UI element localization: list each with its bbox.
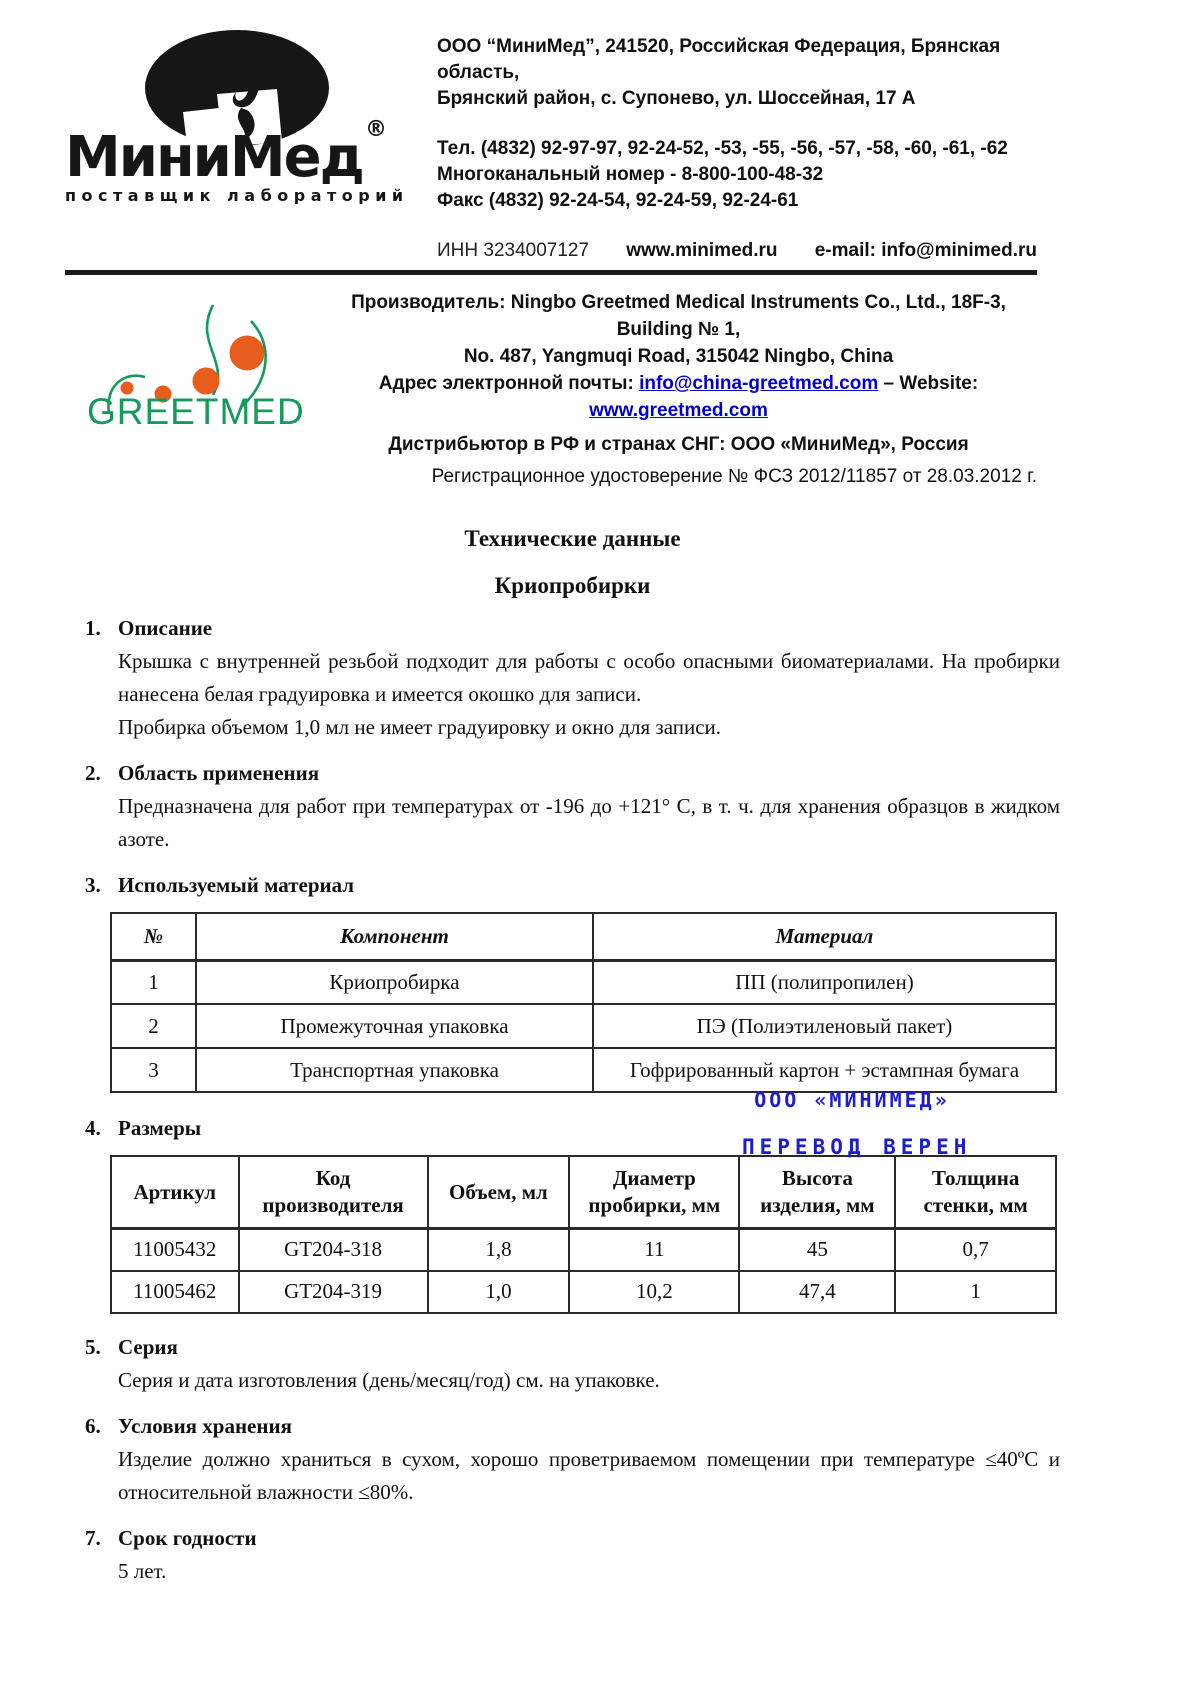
table-row <box>111 960 1056 1004</box>
section-number: 5. <box>85 1334 101 1359</box>
cell: Криопробирка <box>196 960 593 1004</box>
section-number: 4. <box>85 1116 101 1140</box>
distributor-line: Дистрибьютор в РФ и странах СНГ: ООО «МиниМед», Россия <box>388 434 969 455</box>
column-header: Компонент <box>196 913 593 960</box>
section-number: 7. <box>85 1525 101 1550</box>
company-fax: Факс (4832) 92-24-54, 92-24-59, 92-24-61 <box>437 190 799 211</box>
cell: 1,0 <box>428 1271 570 1313</box>
cell: 45 <box>739 1229 895 1271</box>
greetmed-logo-text: GREETMED <box>87 391 305 431</box>
section-number: 1. <box>85 616 101 640</box>
section-application <box>85 757 1060 856</box>
header-divider <box>65 270 1037 275</box>
column-header: Материал <box>593 913 1056 960</box>
company-ids-row <box>437 238 1037 264</box>
cell: 3 <box>111 1048 196 1092</box>
translation-stamp <box>742 1088 972 1159</box>
company-address-line1: ООО “МиниМед”, 241520, Российская Федерация, Брянская область, <box>437 36 1001 83</box>
cell: Гофрированный картон + эстампная бумага <box>593 1048 1056 1092</box>
section-paragraph: Крышка с внутренней резьбой подходит для работы с особо опасными биоматериалами. На пробирки нанесена белая градуировка и имеется окошко для записи. <box>118 649 1060 706</box>
minimed-logo <box>65 26 405 209</box>
section-description <box>85 612 1060 744</box>
section-title: Серия <box>118 1334 178 1359</box>
doc-subtitle: Криопробирки <box>494 573 651 598</box>
cell: 47,4 <box>739 1271 895 1313</box>
cell: 11005462 <box>111 1271 239 1313</box>
section-series <box>85 1331 1060 1397</box>
cell: 0,7 <box>895 1229 1056 1271</box>
letterhead-top <box>65 26 1037 264</box>
producer-website-link[interactable]: www.greetmed.com <box>589 400 768 421</box>
column-header: Объем, мл <box>428 1156 570 1229</box>
producer-email-label: Адрес электронной почты: <box>378 373 640 394</box>
cell: Транспортная упаковка <box>196 1048 593 1092</box>
cell: Промежуточная упаковка <box>196 1004 593 1048</box>
section-paragraph: Серия и дата изготовления (день/месяц/год) см. на упаковке. <box>118 1367 660 1392</box>
section-title: Размеры <box>118 1116 202 1140</box>
doc-title: Технические данные <box>464 526 681 551</box>
greetmed-logo <box>65 285 320 490</box>
column-header: Артикул <box>111 1156 239 1229</box>
table-row <box>111 1004 1056 1048</box>
section-materials <box>85 869 1060 1099</box>
stamp-company-line: ООО «МИНИМЕД» <box>754 1088 950 1112</box>
cell: 11 <box>569 1229 739 1271</box>
column-header: Диаметр пробирки, мм <box>569 1156 739 1229</box>
table-row <box>111 1048 1056 1092</box>
section-title: Срок годности <box>118 1525 257 1550</box>
table-header-row <box>111 1156 1056 1229</box>
cell: 1 <box>111 960 196 1004</box>
cell: GT204-319 <box>239 1271 428 1313</box>
company-email: e-mail: info@minimed.ru <box>814 240 1037 261</box>
table-header-row <box>111 913 1056 960</box>
greetmed-logo-icon <box>65 291 315 431</box>
producer-contacts-line <box>320 370 1037 424</box>
section-shelf-life <box>85 1522 1060 1588</box>
dimensions-table <box>110 1155 1057 1314</box>
section-title: Область применения <box>118 761 320 785</box>
column-header: № <box>111 913 196 960</box>
company-phone: Тел. (4832) 92-97-97, 92-24-52, -53, -55, -56, -57, -58, -60, -61, -62 <box>437 138 1008 159</box>
section-title: Описание <box>118 616 213 640</box>
registered-mark-icon: ® <box>365 117 387 142</box>
spacer <box>437 112 1037 136</box>
company-contact-block <box>437 26 1037 264</box>
cell: ПП (полипропилен) <box>593 960 1056 1004</box>
section-paragraph: Изделие должно храниться в сухом, хорошо проветриваемом помещении при температуре ≤40ºС и относительной влажности ≤80%. <box>118 1446 1060 1504</box>
column-header: Высота изделия, мм <box>739 1156 895 1229</box>
producer-line2: No. 487, Yangmuqi Road, 315042 Ningbo, China <box>463 346 894 367</box>
producer-email-link[interactable]: info@china-greetmed.com <box>639 373 879 394</box>
document-body <box>85 526 1060 1588</box>
company-website: www.minimed.ru <box>626 240 778 261</box>
producer-block <box>320 285 1037 490</box>
company-inn: ИНН 3234007127 <box>437 240 590 261</box>
minimed-tagline: поставщик лабораторий <box>65 186 405 204</box>
registration-certificate-line: Регистрационное удостоверение № ФСЗ 2012/11857 от 28.03.2012 г. <box>431 466 1037 487</box>
company-multichannel: Многоканальный номер - 8-800-100-48-32 <box>437 164 824 185</box>
cell: ПЭ (Полиэтиленовый пакет) <box>593 1004 1056 1048</box>
company-address-line2: Брянский район, с. Супонево, ул. Шоссейная, 17 А <box>437 88 916 109</box>
stamp-translation-line: ПЕРЕВОД ВЕРЕН <box>742 1135 972 1159</box>
cell: 10,2 <box>569 1271 739 1313</box>
minimed-logo-icon <box>65 26 405 204</box>
section-number: 2. <box>85 761 101 785</box>
minimed-brand-text: МиниМед <box>65 125 363 190</box>
cell: 2 <box>111 1004 196 1048</box>
producer-website-label: – Website: <box>878 373 979 394</box>
column-header: Код производителя <box>239 1156 428 1229</box>
letterhead-bottom <box>65 285 1037 490</box>
materials-table <box>110 912 1057 1093</box>
column-header: Толщина стенки, мм <box>895 1156 1056 1229</box>
letterhead <box>65 26 1037 490</box>
spacer <box>437 214 1037 238</box>
cell: 1,8 <box>428 1229 570 1271</box>
section-number: 3. <box>85 873 101 897</box>
cell: 11005432 <box>111 1229 239 1271</box>
table-row <box>111 1271 1056 1313</box>
cell: 1 <box>895 1271 1056 1313</box>
table-row <box>111 1229 1056 1271</box>
section-title: Используемый материал <box>118 873 355 897</box>
section-number: 6. <box>85 1413 101 1438</box>
cell: GT204-318 <box>239 1229 428 1271</box>
section-paragraph: Пробирка объемом 1,0 мл не имеет градуировку и окно для записи. <box>118 715 722 739</box>
section-paragraph: Предназначена для работ при температурах от -196 до +121° С, в т. ч. для хранения образцов в жидком азоте. <box>118 794 1060 851</box>
section-storage <box>85 1410 1060 1509</box>
section-paragraph: 5 лет. <box>118 1558 167 1583</box>
section-title: Условия хранения <box>118 1413 292 1438</box>
producer-line1: Производитель: Ningbo Greetmed Medical Instruments Co., Ltd., 18F-3, Building № 1, <box>351 292 1006 340</box>
